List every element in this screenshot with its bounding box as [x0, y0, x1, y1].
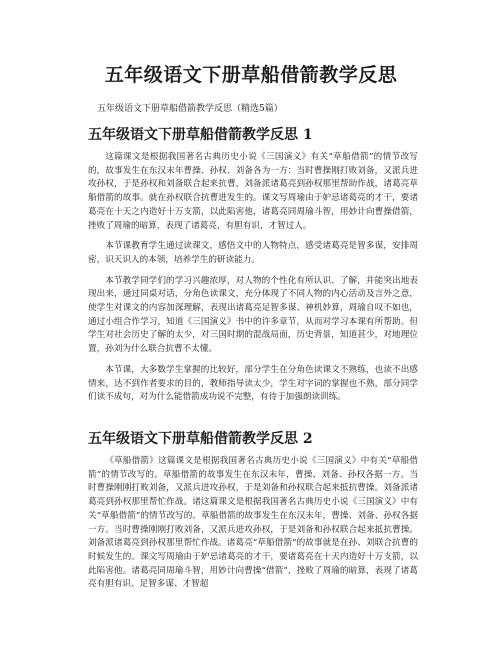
document-title: 五年级语文下册草船借箭教学反思	[104, 64, 398, 86]
paragraph: 本节教学同学们的学习兴趣浓厚，对人物的个性化有所认识、了解，并能突出地表现出来，通过同桌对话，分角色读课文，充分体现了不同人物的内心活动及言外之意，使学生对课文的内容加深理解，表现出诸葛亮足智多谋、神机妙算，周瑜自叹不如也，通过小组合作学习，知道《三国演义》书中的许多章节，从而对学习本课有所帮助。但学生对社会历史了解的太少，对三国时期的混战局面，历史背景，知道甚少，对地理位置，孙刘为什么联合抗曹不太懂。	[88, 275, 418, 355]
paragraph: 这篇课文是根据我国著名古典历史小说《三国演义》有关“草船借箭”的情节改写的，故事发生在东汉末年曹操、孙权、刘备各为一方：当时曹操刚打败刘备，又派兵进攻孙权，于是孙权和刘备联合起来抗曹，刘备派诸葛亮到孙权那里帮助作战，诸葛亮草船借箭的故事。就在孙权联合抗曹进发生的。课文写周瑜由于妒忌诸葛亮的才干，要诸葛亮在十天之内造好十万支箭，以此陷害他，诸葛亮同周瑜斗智，用妙计向曹操借箭，挫败了周瑜的暗算，表现了诸葛亮，有胆有识，才智过人。	[88, 152, 418, 231]
section-heading: 五年级语文下册草船借箭教学反思 1	[88, 127, 313, 143]
section-2	[88, 428, 418, 592]
paragraph: 本节课，大多数学生掌握的比较好，部分学生在分角色读课文不熟练，也读不出感情来，达不到作者要求的目的，教师指导读太少，学生对字词的掌握也不熟，部分同学们读不成句，对为什么能借箭成功说不完整，有待于加强朗读训练。	[88, 364, 418, 403]
paragraph: 《草船借箭》这篇课文是根据我国著名古典历史小说《三国演义》中有关“草船借箭”的情节改写的。草船借箭的故事发生在东汉末年，曹操、刘备、孙权各据一方。当时曹操刚刚打败刘备，又派兵进攻孙权，于是刘备和孙权联合起来抵抗曹操。刘备派诸葛亮到孙权那里帮忙作战。诸这篇课文是根据我国著名古典历史小说《三国演义》中有关“草船借箭”的情节改写的。草船借箭的故事发生在东汉末年，曹操、刘备、孙权各据一方。当时曹操刚刚打败刘备，又派兵进攻孙权，于是刘备和孙权联合起来抵抗曹操。刘备派诸葛亮到孙权那里帮忙作战。诸葛亮“草船借箭”的故事就是在孙、刘联合抗曹的时候发生的。课文写周瑜由于妒忌诸葛亮的才干，要诸葛亮在十天内造好十万支箭，以此陷害他。诸葛亮同周瑜斗智，用妙计向曹操“借箭”，挫败了周瑜的暗算，表现了诸葛亮有胆有识、足智多谋、才智超	[88, 456, 418, 590]
section-heading: 五年级语文下册草船借箭教学反思 2	[88, 431, 313, 447]
document-subtitle: 五年级语文下册草船借箭教学反思（精选5篇）	[97, 104, 283, 114]
paragraph: 本节课教育学生通过读课文，感悟文中的人物特点，感受诸葛亮是智多谋，安排周密，识天识人的本领，培养学生的研读能力。	[88, 241, 418, 265]
section-1	[88, 124, 418, 405]
